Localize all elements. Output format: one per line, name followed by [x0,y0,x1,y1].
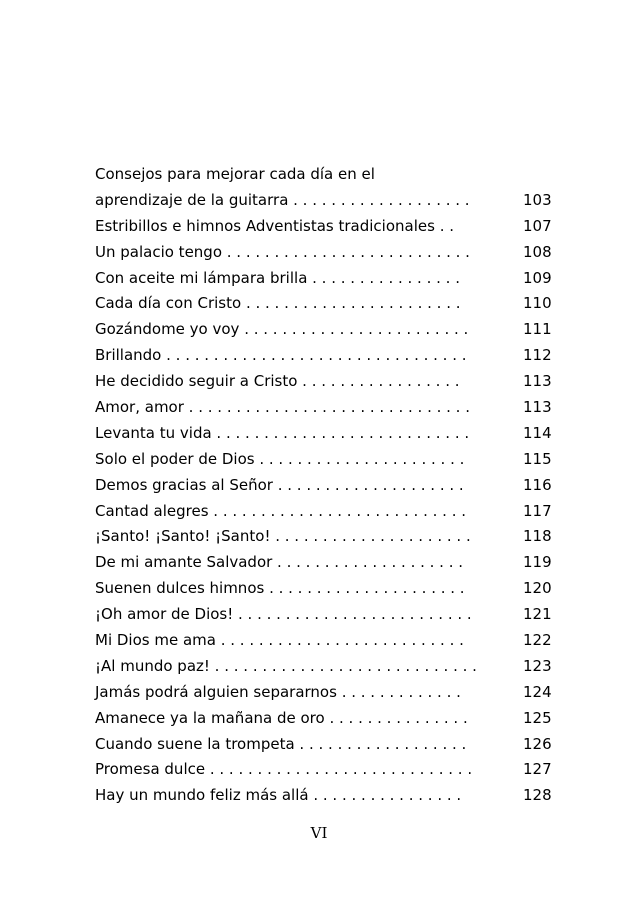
toc-entry-page: 113 [523,372,552,391]
toc-entry-page: 120 [523,579,552,598]
toc-entry-page: 109 [523,268,552,287]
toc-entry [95,266,555,292]
toc-entry-title: aprendizaje de la guitarra . . . . . . . . . . . . . . . . . . . [95,190,470,209]
toc-entry [95,162,555,188]
toc-entry-title: Estribillos e himnos Adventistas tradicionales . . [95,216,454,235]
toc-entry [95,317,555,343]
toc-entry [95,602,555,628]
toc-entry-title: He decidido seguir a Cristo . . . . . . . . . . . . . . . . . [95,372,460,391]
toc-entry [95,473,555,499]
toc-entry-title: Mi Dios me ama . . . . . . . . . . . . . . . . . . . . . . . . . . [95,631,464,650]
toc-entry-title: Suenen dulces himnos . . . . . . . . . . . . . . . . . . . . . [95,579,465,598]
toc-entry-page: 124 [523,682,552,701]
toc-entry-title: Promesa dulce . . . . . . . . . . . . . . . . . . . . . . . . . . . . [95,760,473,779]
toc-entry-title: Cada día con Cristo . . . . . . . . . . . . . . . . . . . . . . . [95,294,461,313]
page-number: VI [310,824,328,842]
toc-entry [95,706,555,732]
toc-entry [95,214,555,240]
toc-entry-page: 117 [523,501,552,520]
toc-entry-title: Un palacio tengo . . . . . . . . . . . . . . . . . . . . . . . . . . [95,242,470,261]
toc-entry [95,421,555,447]
toc-entry [95,395,555,421]
table-of-contents [95,162,555,809]
toc-entry-title: Gozándome yo voy . . . . . . . . . . . . . . . . . . . . . . . . [95,320,469,339]
toc-entry [95,188,555,214]
toc-entry-title: ¡Santo! ¡Santo! ¡Santo! . . . . . . . . . . . . . . . . . . . . . [95,527,471,546]
toc-entry [95,576,555,602]
toc-entry-page: 108 [523,242,552,261]
toc-entry-page: 123 [523,656,552,675]
toc-entry-page: 115 [523,449,552,468]
toc-entry-page: 125 [523,708,552,727]
toc-entry-title: Con aceite mi lámpara brilla . . . . . . . . . . . . . . . . [95,268,460,287]
toc-entry [95,524,555,550]
toc-entry-title: Hay un mundo feliz más allá . . . . . . . . . . . . . . . . [95,786,462,805]
toc-entry [95,291,555,317]
toc-entry [95,343,555,369]
toc-entry-title: ¡Al mundo paz! . . . . . . . . . . . . . . . . . . . . . . . . . . . . [95,656,477,675]
toc-entry-title: Cantad alegres . . . . . . . . . . . . . . . . . . . . . . . . . . . [95,501,467,520]
toc-entry-page: 107 [523,216,552,235]
toc-entry-title: Amanece ya la mañana de oro . . . . . . . . . . . . . . . [95,708,468,727]
toc-entry-title: Cuando suene la trompeta . . . . . . . . . . . . . . . . . . [95,734,467,753]
toc-entry-page: 103 [523,190,552,209]
toc-entry-title: Consejos para mejorar cada día en el [95,165,375,183]
toc-entry-page: 114 [523,423,552,442]
toc-entry-page: 113 [523,398,552,417]
toc-entry [95,654,555,680]
toc-entry-page: 121 [523,605,552,624]
toc-entry [95,628,555,654]
toc-entry-title: Amor, amor . . . . . . . . . . . . . . . . . . . . . . . . . . . . . . [95,398,470,417]
toc-entry-title: Demos gracias al Señor . . . . . . . . . . . . . . . . . . . . [95,475,464,494]
toc-entry [95,680,555,706]
toc-entry-title: Jamás podrá alguien separarnos . . . . . . . . . . . . . [95,682,461,701]
toc-entry-page: 111 [523,320,552,339]
toc-entry [95,550,555,576]
toc-entry [95,499,555,525]
toc-entry-page: 118 [523,527,552,546]
toc-entry-page: 127 [523,760,552,779]
toc-entry-page: 112 [523,346,552,365]
toc-entry-page: 119 [523,553,552,572]
toc-entry-page: 122 [523,631,552,650]
toc-entry-page: 116 [523,475,552,494]
toc-entry [95,757,555,783]
toc-entry [95,240,555,266]
toc-entry [95,732,555,758]
toc-entry [95,447,555,473]
toc-entry [95,783,555,809]
toc-entry-title: De mi amante Salvador . . . . . . . . . . . . . . . . . . . . [95,553,464,572]
toc-entry-page: 128 [523,786,552,805]
toc-entry-page: 126 [523,734,552,753]
toc-entry-title: Solo el poder de Dios . . . . . . . . . . . . . . . . . . . . . . [95,449,465,468]
toc-entry-title: Brillando . . . . . . . . . . . . . . . . . . . . . . . . . . . . . . . . [95,346,467,365]
toc-entry-title: ¡Oh amor de Dios! . . . . . . . . . . . . . . . . . . . . . . . . . [95,605,472,624]
toc-entry [95,369,555,395]
toc-entry-title: Levanta tu vida . . . . . . . . . . . . . . . . . . . . . . . . . . . [95,423,470,442]
toc-entry-page: 110 [523,294,552,313]
